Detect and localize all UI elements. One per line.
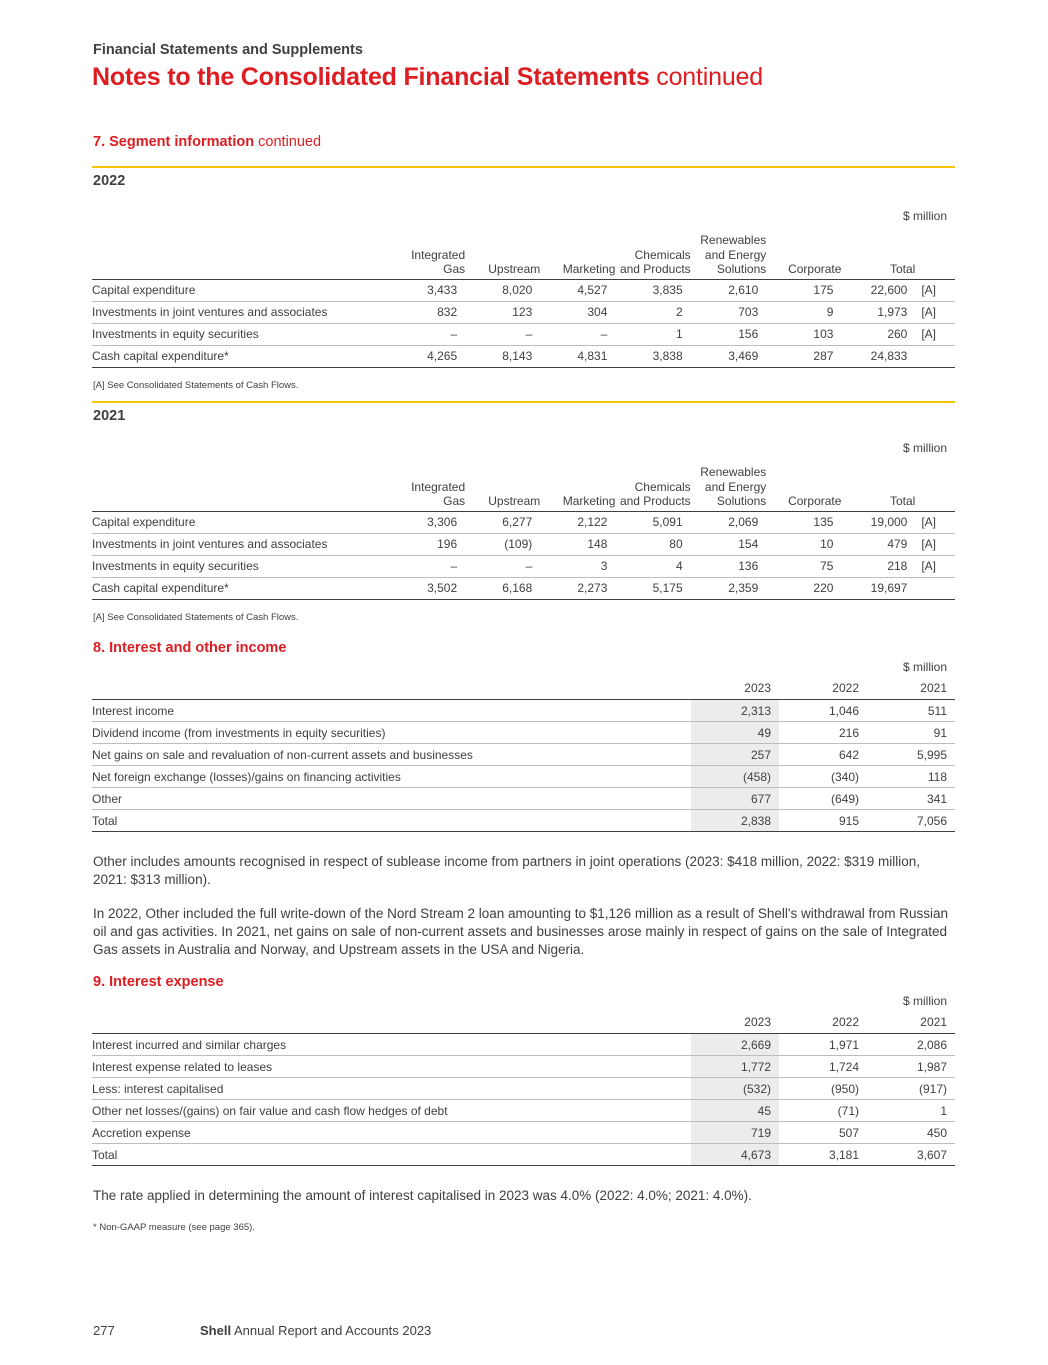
col-header: Corporate xyxy=(766,465,841,511)
cell-2021: 91 xyxy=(867,722,955,744)
footer-report-name: Annual Report and Accounts 2023 xyxy=(231,1323,432,1338)
cell-2022: (950) xyxy=(779,1078,867,1100)
cell-2021: 7,056 xyxy=(867,810,955,832)
table-row xyxy=(92,533,955,555)
table-row-total xyxy=(92,810,955,832)
row-label: Investments in joint ventures and associates xyxy=(92,533,390,555)
col-header: Renewables and Energy Solutions xyxy=(691,233,767,279)
page-title-main: Notes to the Consolidated Financial Statements xyxy=(92,63,650,91)
cell: 3,306 xyxy=(390,511,465,533)
page-title-suffix: continued xyxy=(649,63,763,91)
col-header: Chemicals and Products xyxy=(615,233,690,279)
cell: 4,831 xyxy=(540,345,615,367)
row-label: Net gains on sale and revaluation of non-current assets and businesses xyxy=(92,744,691,766)
row-label: Accretion expense xyxy=(92,1122,691,1144)
section-9-heading: 9. Interest expense xyxy=(93,974,224,990)
page-number: 277 xyxy=(93,1323,115,1338)
cell: 2,122 xyxy=(540,511,615,533)
unit-label: $ million xyxy=(902,660,947,674)
table-row xyxy=(92,301,955,323)
cell-2022: 1,046 xyxy=(779,700,867,722)
table-row xyxy=(92,744,955,766)
cell: 196 xyxy=(390,533,465,555)
col-header: Upstream xyxy=(465,465,540,511)
cell-2021: 3,607 xyxy=(867,1144,955,1166)
cell: 123 xyxy=(465,301,540,323)
cell-2021: 450 xyxy=(867,1122,955,1144)
table-row xyxy=(92,1056,955,1078)
cell-2023: 257 xyxy=(691,744,779,766)
document-supertitle: Financial Statements and Supplements xyxy=(93,42,363,58)
page-title xyxy=(92,63,763,92)
table-row xyxy=(92,788,955,810)
col-header xyxy=(92,1011,691,1034)
cell: – xyxy=(390,555,465,577)
cell-2022: 507 xyxy=(779,1122,867,1144)
cell: 148 xyxy=(540,533,615,555)
note-ref: [A] xyxy=(915,323,955,345)
yellow-rule xyxy=(92,166,955,168)
col-header-year: 2022 xyxy=(779,677,867,700)
cell: 479 xyxy=(841,533,915,555)
table-row xyxy=(92,1078,955,1100)
cell-2021: 5,995 xyxy=(867,744,955,766)
cell: 24,833 xyxy=(841,345,915,367)
table-row xyxy=(92,700,955,722)
cell: 4,265 xyxy=(390,345,465,367)
cell-2022: 1,724 xyxy=(779,1056,867,1078)
cell-2021: 1,987 xyxy=(867,1056,955,1078)
row-label: Dividend income (from investments in equity securities) xyxy=(92,722,691,744)
cell: 136 xyxy=(691,555,767,577)
col-header: Total xyxy=(841,465,915,511)
cell-2023: 1,772 xyxy=(691,1056,779,1078)
note-ref: [A] xyxy=(915,511,955,533)
cell-2023: 4,673 xyxy=(691,1144,779,1166)
cell-2023: 45 xyxy=(691,1100,779,1122)
cell: 2,273 xyxy=(540,577,615,599)
cell: 10 xyxy=(766,533,841,555)
note-ref: [A] xyxy=(915,533,955,555)
col-header: Total xyxy=(841,233,915,279)
row-label: Other xyxy=(92,788,691,810)
row-label: Investments in equity securities xyxy=(92,555,390,577)
row-label: Total xyxy=(92,810,691,832)
cell-2023: (532) xyxy=(691,1078,779,1100)
note-ref: [A] xyxy=(915,279,955,301)
year-2021-heading: 2021 xyxy=(93,408,126,424)
cell-2021: 1 xyxy=(867,1100,955,1122)
unit-label: $ million xyxy=(902,994,947,1008)
col-header: Integrated Gas xyxy=(390,233,465,279)
note-ref xyxy=(915,345,955,367)
cell: 154 xyxy=(691,533,767,555)
cell: 6,277 xyxy=(465,511,540,533)
section-8-heading: 8. Interest and other income xyxy=(93,640,287,656)
col-header-year: 2021 xyxy=(867,677,955,700)
table-row xyxy=(92,1100,955,1122)
col-header xyxy=(92,233,390,279)
cell: 2,359 xyxy=(691,577,767,599)
col-header-year: 2021 xyxy=(867,1011,955,1034)
segment-table-2021 xyxy=(92,465,955,600)
col-header xyxy=(915,465,955,511)
table-header-row xyxy=(92,677,955,700)
interest-income-table xyxy=(92,677,955,832)
col-header xyxy=(915,233,955,279)
note-ref xyxy=(915,577,955,599)
cell-2022: 915 xyxy=(779,810,867,832)
unit-label: $ million xyxy=(902,441,947,455)
table-row-total xyxy=(92,1144,955,1166)
cell: 5,175 xyxy=(615,577,690,599)
cell: 2,610 xyxy=(691,279,767,301)
col-header: Marketing xyxy=(540,233,615,279)
cell-2021: 341 xyxy=(867,788,955,810)
cell-2023: 719 xyxy=(691,1122,779,1144)
col-header: Marketing xyxy=(540,465,615,511)
row-label: Capital expenditure xyxy=(92,511,390,533)
row-label: Investments in joint ventures and associates xyxy=(92,301,390,323)
footer-brand-name: Shell xyxy=(200,1323,232,1338)
cell: 703 xyxy=(691,301,767,323)
note-ref: [A] xyxy=(915,555,955,577)
row-label: Investments in equity securities xyxy=(92,323,390,345)
section-7-heading-suffix: continued xyxy=(254,134,322,150)
row-label: Interest expense related to leases xyxy=(92,1056,691,1078)
cell: 218 xyxy=(841,555,915,577)
yellow-rule xyxy=(92,401,955,403)
cell: 287 xyxy=(766,345,841,367)
cell-2023: 49 xyxy=(691,722,779,744)
cell: – xyxy=(390,323,465,345)
col-header: Upstream xyxy=(465,233,540,279)
cell: 1,973 xyxy=(841,301,915,323)
table-row xyxy=(92,555,955,577)
cell: 75 xyxy=(766,555,841,577)
cell-2022: 1,971 xyxy=(779,1034,867,1056)
table-row xyxy=(92,511,955,533)
row-label: Interest income xyxy=(92,700,691,722)
table-header-row xyxy=(92,1011,955,1034)
cell: 2 xyxy=(615,301,690,323)
paragraph-nord-stream: In 2022, Other included the full write-down of the Nord Stream 2 loan amounting to $1,126 million as a result of Shell's withdrawal from Russian oil and gas activities. In 2021, net gains on sale of non-current assets and businesses arose mainly in respect of gains on the sale of Integrated Gas assets in Australia and Norway, and Upstream assets in the USA and Nigeria. xyxy=(93,906,949,957)
cell: 103 xyxy=(766,323,841,345)
table-row xyxy=(92,323,955,345)
row-label: Interest incurred and similar charges xyxy=(92,1034,691,1056)
cell: 6,168 xyxy=(465,577,540,599)
cell-2022: (71) xyxy=(779,1100,867,1122)
cell: 4 xyxy=(615,555,690,577)
table-footnote-2022: [A] See Consolidated Statements of Cash Flows. xyxy=(93,380,299,391)
cell-2022: (649) xyxy=(779,788,867,810)
cell: 9 xyxy=(766,301,841,323)
cell: 19,697 xyxy=(841,577,915,599)
cell: 4,527 xyxy=(540,279,615,301)
table-row xyxy=(92,766,955,788)
non-gaap-footnote: * Non-GAAP measure (see page 365). xyxy=(93,1222,255,1233)
cell: – xyxy=(465,555,540,577)
footer-report-title xyxy=(200,1323,431,1338)
cell: 3,433 xyxy=(390,279,465,301)
row-label: Capital expenditure xyxy=(92,279,390,301)
col-header-year: 2022 xyxy=(779,1011,867,1034)
table-row xyxy=(92,1122,955,1144)
table-row xyxy=(92,345,955,367)
cell: (109) xyxy=(465,533,540,555)
table-row xyxy=(92,577,955,599)
col-header: Corporate xyxy=(766,233,841,279)
cell: 80 xyxy=(615,533,690,555)
cell: 175 xyxy=(766,279,841,301)
cell: 2,069 xyxy=(691,511,767,533)
cell: 3 xyxy=(540,555,615,577)
cell-2021: 118 xyxy=(867,766,955,788)
cell-2023: 677 xyxy=(691,788,779,810)
cell-2021: 511 xyxy=(867,700,955,722)
col-header: Renewables and Energy Solutions xyxy=(691,465,767,511)
interest-expense-table xyxy=(92,1011,955,1166)
cell-2023: 2,313 xyxy=(691,700,779,722)
cell-2022: 642 xyxy=(779,744,867,766)
row-label: Other net losses/(gains) on fair value and cash flow hedges of debt xyxy=(92,1100,691,1122)
col-header: Integrated Gas xyxy=(390,465,465,511)
cell: 22,600 xyxy=(841,279,915,301)
segment-table-header xyxy=(92,233,955,279)
cell: 304 xyxy=(540,301,615,323)
cell: 1 xyxy=(615,323,690,345)
note-ref: [A] xyxy=(915,301,955,323)
cell-2022: (340) xyxy=(779,766,867,788)
cell: 220 xyxy=(766,577,841,599)
cell: 3,502 xyxy=(390,577,465,599)
table-row xyxy=(92,722,955,744)
row-label: Cash capital expenditure* xyxy=(92,577,390,599)
table-row xyxy=(92,279,955,301)
col-header: Chemicals and Products xyxy=(615,465,690,511)
col-header xyxy=(92,677,691,700)
paragraph-capitalisation-rate: The rate applied in determining the amount of interest capitalised in 2023 was 4.0% (2022: 4.0%; 2021: 4.0%). xyxy=(93,1188,752,1203)
year-2022-heading: 2022 xyxy=(93,173,126,189)
col-header xyxy=(92,465,390,511)
cell-2023: 2,838 xyxy=(691,810,779,832)
col-header-year: 2023 xyxy=(691,677,779,700)
section-7-heading xyxy=(93,134,321,150)
cell: 832 xyxy=(390,301,465,323)
cell: 8,020 xyxy=(465,279,540,301)
table-row xyxy=(92,1034,955,1056)
col-header-year: 2023 xyxy=(691,1011,779,1034)
cell-2022: 216 xyxy=(779,722,867,744)
segment-table-2022 xyxy=(92,233,955,368)
section-7-heading-main: 7. Segment information xyxy=(93,134,255,150)
cell: 156 xyxy=(691,323,767,345)
segment-table-header xyxy=(92,465,955,511)
row-label: Net foreign exchange (losses)/gains on financing activities xyxy=(92,766,691,788)
cell: 3,469 xyxy=(691,345,767,367)
cell: 3,835 xyxy=(615,279,690,301)
cell: – xyxy=(465,323,540,345)
cell: 260 xyxy=(841,323,915,345)
table-footnote-2021: [A] See Consolidated Statements of Cash Flows. xyxy=(93,612,299,623)
cell-2021: (917) xyxy=(867,1078,955,1100)
cell-2022: 3,181 xyxy=(779,1144,867,1166)
row-label: Cash capital expenditure* xyxy=(92,345,390,367)
cell-2023: 2,669 xyxy=(691,1034,779,1056)
row-label: Total xyxy=(92,1144,691,1166)
cell: 135 xyxy=(766,511,841,533)
row-label: Less: interest capitalised xyxy=(92,1078,691,1100)
cell-2023: (458) xyxy=(691,766,779,788)
paragraph-sublease: Other includes amounts recognised in respect of sublease income from partners in joint operations (2023: $418 million, 2022: $319 million, 2021: $313 million). xyxy=(93,854,920,887)
unit-label: $ million xyxy=(902,209,947,223)
cell: 19,000 xyxy=(841,511,915,533)
cell: – xyxy=(540,323,615,345)
cell-2021: 2,086 xyxy=(867,1034,955,1056)
cell: 8,143 xyxy=(465,345,540,367)
cell: 3,838 xyxy=(615,345,690,367)
cell: 5,091 xyxy=(615,511,690,533)
